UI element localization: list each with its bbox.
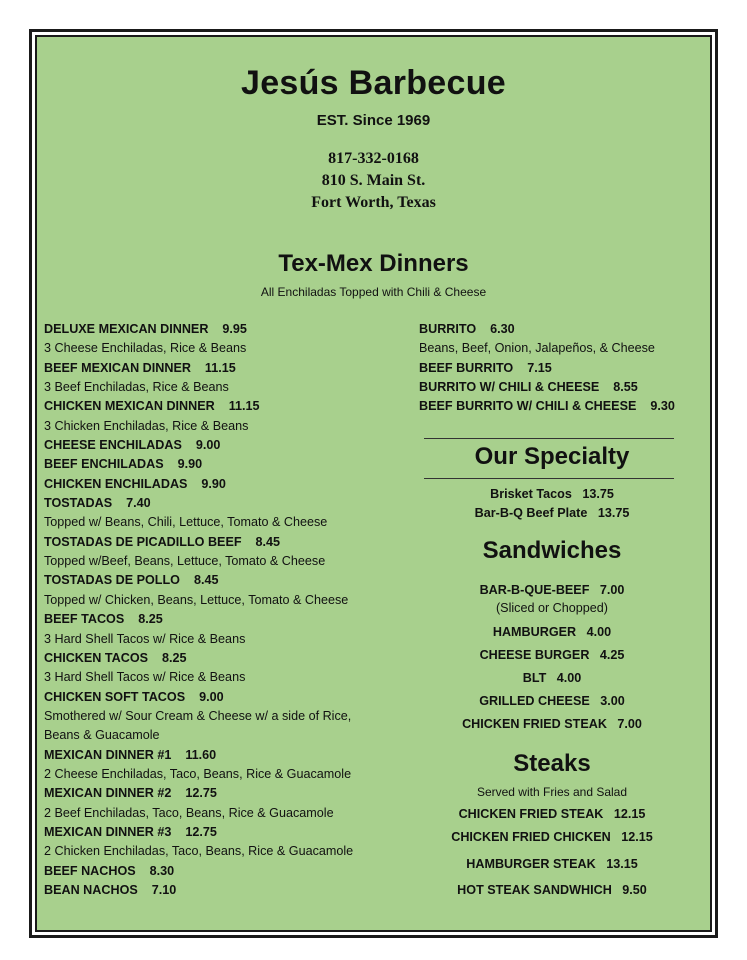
menu-line: 3 Beef Enchiladas, Rice & Beans — [44, 380, 229, 395]
sandwiches-heading: Sandwiches — [482, 537, 622, 564]
menu-line: MEXICAN DINNER #1 11.60 — [44, 747, 217, 762]
sandwich-item: CHEESE BURGER 4.25 — [479, 648, 625, 662]
menu-line: CHICKEN MEXICAN DINNER 11.15 — [44, 399, 260, 414]
menu-line: Topped w/ Beans, Chili, Lettuce, Tomato & Cheese — [44, 515, 328, 530]
steak-item: CHICKEN FRIED STEAK 12.15 — [458, 807, 646, 821]
menu-line: Beans & Guacamole — [44, 728, 160, 743]
menu-line: BURRITO 6.30 — [419, 322, 515, 336]
sandwich-item: HAMBURGER 4.00 — [492, 625, 612, 639]
menu-line: CHICKEN SOFT TACOS 9.00 — [44, 689, 224, 704]
menu-line: MEXICAN DINNER #3 12.75 — [44, 824, 217, 839]
enchilada-note: All Enchiladas Topped with Chili & Cheese — [260, 285, 487, 299]
texmex-right-column — [419, 320, 709, 416]
menu-line: BEEF TACOS 8.25 — [44, 612, 163, 627]
menu-line: 2 Cheese Enchiladas, Taco, Beans, Rice & Guacamole — [44, 766, 352, 781]
menu-line: MEXICAN DINNER #2 12.75 — [44, 786, 217, 801]
specialty-bottom-rule — [424, 478, 674, 479]
menu-line: BEAN NACHOS 7.10 — [44, 882, 177, 897]
menu-line: BEEF MEXICAN DINNER 11.15 — [44, 360, 236, 375]
street-address: 810 S. Main St. — [321, 172, 426, 189]
steaks-note: Served with Fries and Salad — [476, 785, 628, 799]
menu-line: 2 Beef Enchiladas, Taco, Beans, Rice & Guacamole — [44, 805, 334, 820]
menu-line: 3 Hard Shell Tacos w/ Rice & Beans — [44, 670, 246, 685]
established-line: EST. Since 1969 — [316, 112, 431, 129]
menu-line: CHICKEN TACOS 8.25 — [44, 650, 187, 665]
sandwich-item: CHICKEN FRIED STEAK 7.00 — [462, 717, 642, 731]
menu-line: BEEF NACHOS 8.30 — [44, 863, 175, 878]
steak-item: HOT STEAK SANDWHICH 9.50 — [457, 883, 647, 897]
menu-line: CHEESE ENCHILADAS 9.00 — [44, 438, 221, 453]
menu-line: Beans, Beef, Onion, Jalapeños, & Cheese — [419, 341, 655, 356]
menu-line: BEEF BURRITO W/ CHILI & CHEESE 9.30 — [419, 399, 675, 414]
specialty-item: Bar-B-Q Beef Plate 13.75 — [474, 506, 630, 520]
sandwich-item: BLT 4.00 — [522, 671, 582, 685]
steaks-heading: Steaks — [513, 750, 591, 777]
steak-item: CHICKEN FRIED CHICKEN 12.15 — [451, 830, 653, 844]
menu-line: Topped w/Beef, Beans, Lettuce, Tomato & Cheese — [44, 554, 326, 569]
menu-line: Smothered w/ Sour Cream & Cheese w/ a side of Rice, — [44, 708, 352, 723]
menu-line: BEEF BURRITO 7.15 — [419, 360, 552, 375]
sandwich-item: BAR-B-QUE-BEEF 7.00 — [479, 583, 625, 597]
phone-number: 817-332-0168 — [328, 150, 419, 167]
menu-line: DELUXE MEXICAN DINNER 9.95 — [44, 322, 247, 336]
specialty-heading: Our Specialty — [474, 443, 630, 470]
menu-line: 2 Chicken Enchiladas, Taco, Beans, Rice & Guacamole — [44, 844, 354, 859]
texmex-left-column — [44, 320, 394, 900]
city-state: Fort Worth, Texas — [311, 194, 436, 211]
menu-line: TOSTADAS DE PICADILLO BEEF 8.45 — [44, 534, 281, 549]
sandwich-item: GRILLED CHEESE 3.00 — [479, 694, 625, 708]
menu-line: TOSTADAS 7.40 — [44, 496, 151, 511]
texmex-heading: Tex-Mex Dinners — [278, 250, 469, 277]
restaurant-name: Jesús Barbecue — [240, 64, 506, 102]
menu-line: 3 Hard Shell Tacos w/ Rice & Beans — [44, 631, 246, 646]
menu-line: TOSTADAS DE POLLO 8.45 — [44, 573, 219, 588]
menu-line: 3 Cheese Enchiladas, Rice & Beans — [44, 341, 247, 356]
steak-item: HAMBURGER STEAK 13.15 — [466, 857, 638, 871]
menu-line: Topped w/ Chicken, Beans, Lettuce, Tomato & Cheese — [44, 592, 349, 607]
menu-line: BEEF ENCHILADAS 9.90 — [44, 457, 203, 472]
sandwich-note: (Sliced or Chopped) — [495, 601, 608, 615]
menu-line: CHICKEN ENCHILADAS 9.90 — [44, 476, 226, 491]
menu-line: BURRITO W/ CHILI & CHEESE 8.55 — [419, 379, 638, 394]
specialty-top-rule — [424, 438, 674, 439]
menu-line: 3 Chicken Enchiladas, Rice & Beans — [44, 418, 249, 433]
specialty-item: Brisket Tacos 13.75 — [490, 487, 614, 501]
